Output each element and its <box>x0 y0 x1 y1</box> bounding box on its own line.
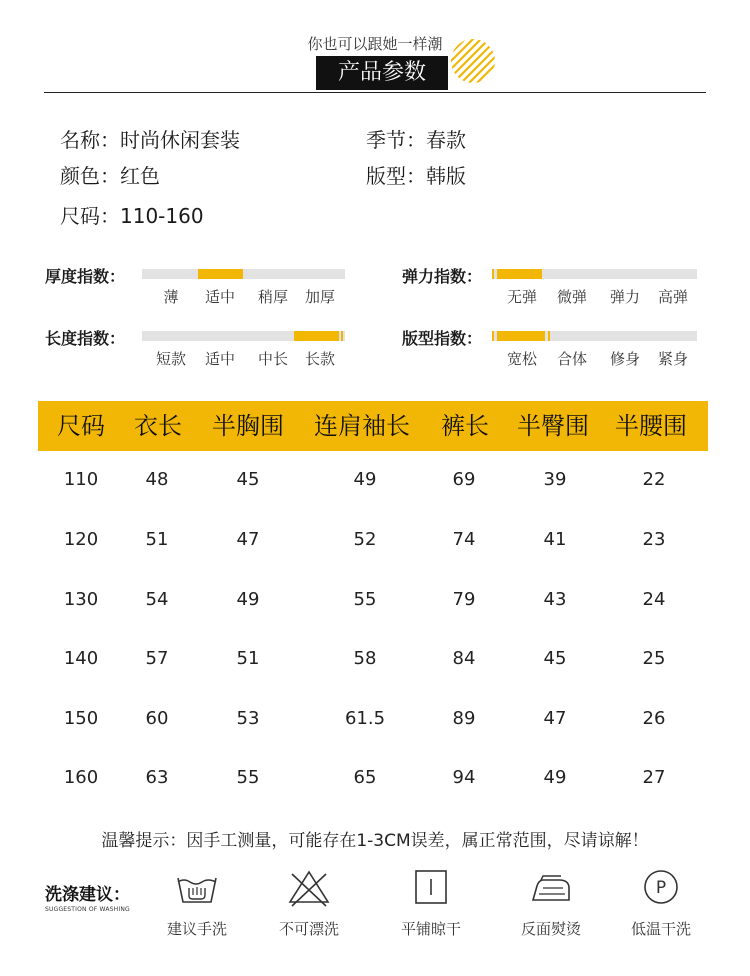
table-cell: 63 <box>145 767 169 788</box>
thickness-index-label: 厚度指数： <box>45 267 126 286</box>
table-cell: 69 <box>452 469 476 490</box>
table-cell: 45 <box>236 469 260 490</box>
table-cell: 120 <box>63 529 99 550</box>
dry-clean-low-temp-icon <box>639 868 683 908</box>
length-option: 长款 <box>304 350 335 368</box>
table-cell: 47 <box>236 529 260 550</box>
hand-wash-icon <box>175 868 219 908</box>
thickness-option: 薄 <box>163 288 179 306</box>
no-bleach-icon <box>287 868 331 908</box>
info-name: 名称：时尚休闲套装 <box>60 128 240 152</box>
page-title: 产品参数 <box>316 56 448 90</box>
info-season: 季节：春款 <box>366 128 466 152</box>
fit-option: 合体 <box>556 350 587 368</box>
washing-label: 反面熨烫 <box>520 920 581 938</box>
header-subtitle: 你也可以跟她一样潮 <box>307 35 443 53</box>
thickness-option: 稍厚 <box>257 288 288 306</box>
length-option: 短款 <box>155 350 186 368</box>
table-cell: 150 <box>63 708 99 729</box>
table-cell: 41 <box>543 529 567 550</box>
column-header: 连肩袖长 <box>314 412 410 440</box>
length-index-bar <box>142 331 345 341</box>
table-cell: 52 <box>353 529 377 550</box>
table-cell: 54 <box>145 589 169 610</box>
elasticity-option: 高弹 <box>657 288 688 306</box>
table-cell: 48 <box>145 469 169 490</box>
fit-index-label: 版型指数： <box>402 329 483 348</box>
size-table-header <box>38 401 708 451</box>
table-cell: 57 <box>145 648 169 669</box>
column-header: 半腰围 <box>615 412 687 440</box>
elasticity-index-bar <box>492 269 697 279</box>
table-cell: 89 <box>452 708 476 729</box>
washing-label: 平铺晾干 <box>400 920 461 938</box>
fit-option: 宽松 <box>506 350 537 368</box>
table-cell: 61.5 <box>344 708 386 729</box>
table-cell: 58 <box>353 648 377 669</box>
fit-option: 紧身 <box>657 350 688 368</box>
table-cell: 84 <box>452 648 476 669</box>
table-row <box>0 767 750 827</box>
table-cell: 55 <box>353 589 377 610</box>
table-cell: 27 <box>642 767 666 788</box>
length-index-fill <box>294 331 339 341</box>
table-cell: 51 <box>145 529 169 550</box>
column-header: 半胸围 <box>212 412 284 440</box>
thickness-index-bar <box>142 269 345 279</box>
column-header: 尺码 <box>57 412 105 440</box>
washing-label: 低温干洗 <box>630 920 691 938</box>
length-option: 适中 <box>204 350 235 368</box>
table-cell: 25 <box>642 648 666 669</box>
fit-index-bar <box>492 331 697 341</box>
table-cell: 26 <box>642 708 666 729</box>
length-index-label: 长度指数： <box>45 329 126 348</box>
washing-subtitle: SUGGESTION OF WASHING <box>45 906 130 913</box>
table-cell: 74 <box>452 529 476 550</box>
table-row <box>0 469 750 529</box>
washing-label: 不可漂洗 <box>278 920 339 938</box>
table-cell: 94 <box>452 767 476 788</box>
column-header: 衣长 <box>134 412 182 440</box>
table-cell: 47 <box>543 708 567 729</box>
table-cell: 160 <box>63 767 99 788</box>
table-cell: 130 <box>63 589 99 610</box>
table-cell: 43 <box>543 589 567 610</box>
column-header: 裤长 <box>441 412 489 440</box>
table-cell: 140 <box>63 648 99 669</box>
info-color: 颜色：红色 <box>60 164 160 188</box>
table-row <box>0 648 750 708</box>
fit-index-fill <box>497 331 545 341</box>
iron-reverse-icon <box>529 868 573 908</box>
elasticity-index-fill <box>497 269 542 279</box>
table-row <box>0 529 750 589</box>
table-cell: 51 <box>236 648 260 669</box>
elasticity-option: 弹力 <box>609 288 640 306</box>
table-cell: 65 <box>353 767 377 788</box>
fit-option: 修身 <box>609 350 640 368</box>
table-cell: 55 <box>236 767 260 788</box>
table-cell: 49 <box>236 589 260 610</box>
table-cell: 49 <box>543 767 567 788</box>
svg-text:P: P <box>655 878 667 898</box>
dry-flat-shade-icon <box>409 868 453 908</box>
elasticity-option: 微弹 <box>556 288 587 306</box>
thickness-option: 适中 <box>204 288 235 306</box>
measurement-note: 温馨提示：因手工测量，可能存在1-3CM误差，属正常范围，尽请谅解！ <box>101 831 649 851</box>
table-cell: 23 <box>642 529 666 550</box>
thickness-option: 加厚 <box>304 288 335 306</box>
table-cell: 39 <box>543 469 567 490</box>
table-cell: 49 <box>353 469 377 490</box>
table-cell: 53 <box>236 708 260 729</box>
header-divider <box>44 92 706 93</box>
table-cell: 79 <box>452 589 476 610</box>
thickness-index-fill <box>198 269 243 279</box>
washing-title: 洗涤建议： <box>45 885 130 905</box>
table-cell: 110 <box>63 469 99 490</box>
elasticity-index-label: 弹力指数： <box>402 267 483 286</box>
table-row <box>0 708 750 768</box>
elasticity-option: 无弹 <box>506 288 537 306</box>
table-cell: 60 <box>145 708 169 729</box>
table-cell: 22 <box>642 469 666 490</box>
info-size: 尺码：110-160 <box>60 204 204 228</box>
washing-label: 建议手洗 <box>166 920 227 938</box>
column-header: 半臀围 <box>517 412 589 440</box>
table-cell: 45 <box>543 648 567 669</box>
striped-circle-decoration <box>450 38 496 84</box>
table-row <box>0 589 750 649</box>
table-cell: 24 <box>642 589 666 610</box>
length-option: 中长 <box>257 350 288 368</box>
info-fit: 版型：韩版 <box>366 164 466 188</box>
